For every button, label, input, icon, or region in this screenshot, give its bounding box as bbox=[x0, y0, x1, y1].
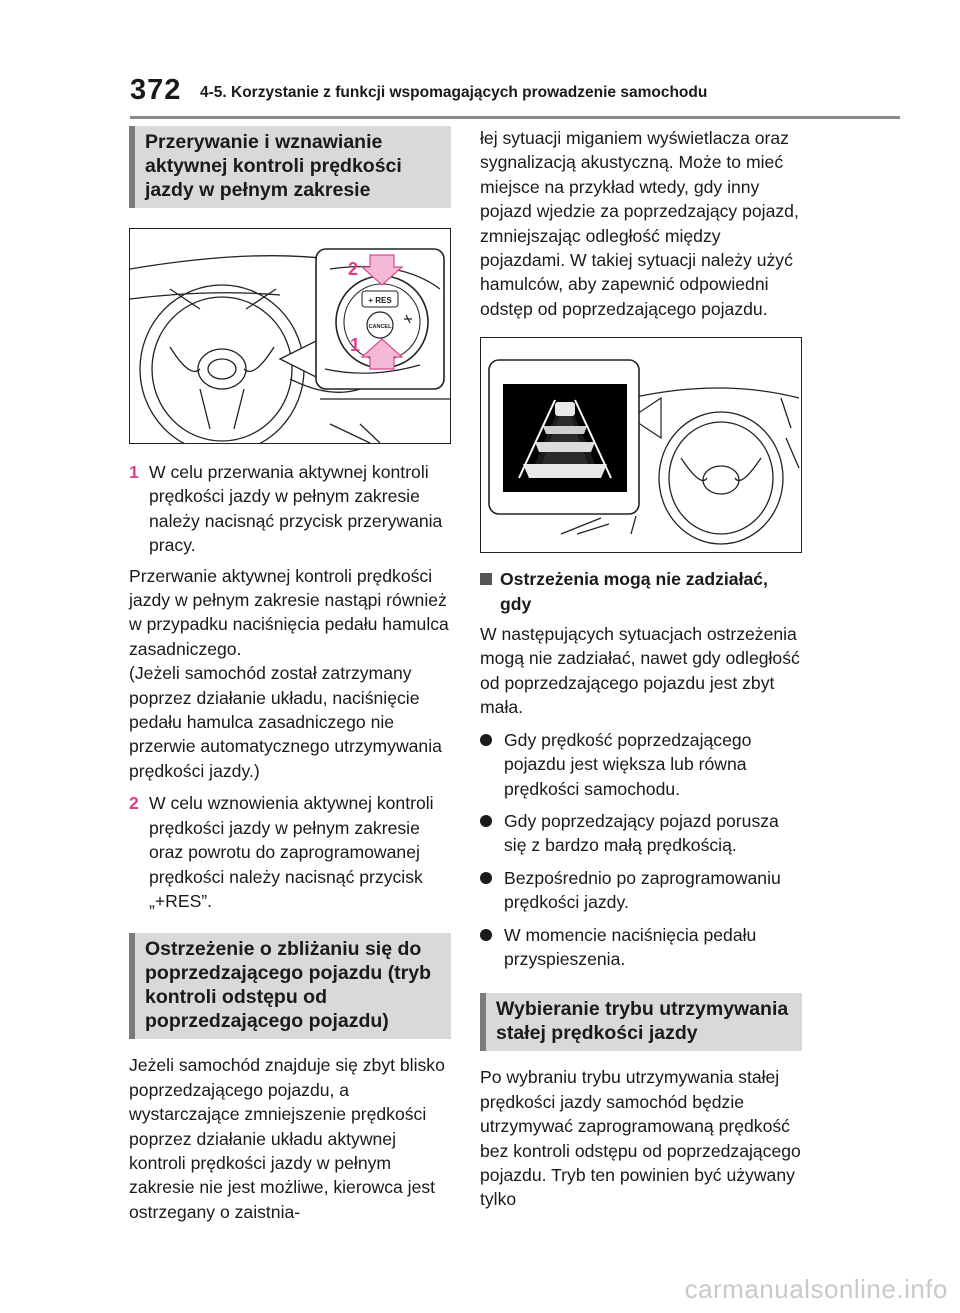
section-heading-interrupt: Przerywanie i wznawianie aktywnej kontroli prędkości jazdy w pełnym zakresie bbox=[129, 126, 451, 208]
bullet-dot-icon bbox=[480, 872, 492, 884]
step-1-text: W celu przerwania aktywnej kontroli prędkości jazdy w pełnym zakresie należy nacisnąć przycisk przerywania pracy. bbox=[149, 462, 443, 556]
header-rule bbox=[130, 116, 900, 119]
bullet-dot-icon bbox=[480, 815, 492, 827]
subheading-warnings-may-fail: Ostrzeżenia mogą nie zadziałać, gdy bbox=[480, 567, 802, 616]
dashboard-display-illustration bbox=[481, 338, 801, 552]
label-1: 1 bbox=[350, 335, 361, 355]
watermark: carmanualsonline.info bbox=[684, 1274, 948, 1304]
section-heading-proximity: Ostrzeżenie o zbliżaniu się do poprzedzającego pojazdu (tryb kontroli odstępu od poprzedzającego pojazdu) bbox=[129, 933, 451, 1039]
chapter-title: 4-5. Korzystanie z funkcji wspomagających prowadzenie samochodu bbox=[200, 84, 708, 101]
paragraph-stopped: (Jeżeli samochód został zatrzymany poprzez działanie układu, naciśnięcie pedału hamulca zasadniczego nie przerwie automatycznego utrzymywania prędkości jazdy.) bbox=[129, 663, 442, 781]
label-2: 2 bbox=[348, 259, 359, 279]
paragraph-warning-continued: łej sytuacji miganiem wyświetlacza oraz sygnalizacją akustyczną. Może to mieć miejsce na przykład wtedy, gdy inny pojazd wjedzie za poprzedzający pojazd, zmniejszając odległość między pojazdami. W takiej sytuacji należy użyć hamulców, aby zapewnić odpowiedni odstęp od poprzedzającego pojazdu. bbox=[480, 128, 799, 319]
step-2 bbox=[129, 791, 451, 913]
step-1 bbox=[129, 460, 451, 558]
step-1-number: 1 bbox=[129, 462, 139, 482]
bullet-item: Gdy prędkość poprzedzającego pojazdu jest większa lub równa prędkości samochodu. bbox=[480, 728, 802, 801]
bullet-dot-icon bbox=[480, 929, 492, 941]
bullet-item: Gdy poprzedzający pojazd porusza się z bardzo małą prędkością. bbox=[480, 809, 802, 858]
page-number: 372 bbox=[130, 74, 182, 106]
paragraph-constant-speed: Po wybraniu trybu utrzymywania stałej prędkości jazdy samochód będzie utrzymywać zaprogramowaną prędkość bez kontroli odstępu od poprzedzającego pojazdu. Tryb ten powinien być używany tylko bbox=[480, 1067, 801, 1210]
bullet-item: W momencie naciśnięcia pedału przyspieszenia. bbox=[480, 923, 802, 972]
section-heading-constant-speed: Wybieranie trybu utrzymywania stałej prędkości jazdy bbox=[480, 993, 802, 1051]
right-column bbox=[480, 126, 802, 1212]
paragraph-conditions: W następujących sytuacjach ostrzeżenia mogą nie zadziałać, nawet gdy odległość od poprzedzającego pojazdu jest zbyt mała. bbox=[480, 624, 800, 718]
step-2-text: W celu wznowienia aktywnej kontroli prędkości jazdy w pełnym zakresie oraz powrotu do zaprogramowanej prędkości należy nacisnąć przycisk „+RES”. bbox=[149, 793, 434, 911]
paragraph-brake: Przerwanie aktywnej kontroli prędkości jazdy w pełnym zakresie nastąpi również w przypadku naciśnięcia pedału hamulca zasadniczego. bbox=[129, 565, 449, 659]
bullet-dot-icon bbox=[480, 734, 492, 746]
step-2-number: 2 bbox=[129, 793, 139, 814]
paragraph-proximity: Jeżeli samochód znajduje się zbyt blisko poprzedzającego pojazdu, a wystarczające zmniejszenie prędkości poprzez działanie układu aktywnej kontroli prędkości jazdy w pełnym zakresie nie jest możliwe, kierowca jest ostrzegany o zaistnia- bbox=[129, 1055, 445, 1222]
left-column bbox=[129, 126, 451, 1224]
square-bullet-icon bbox=[480, 573, 492, 585]
cancel-button-label: CANCEL bbox=[368, 324, 392, 330]
figure-steering-buttons bbox=[129, 228, 451, 444]
res-button-label: + RES bbox=[368, 296, 392, 305]
figure-display-warning bbox=[480, 337, 802, 553]
bullet-item: Bezpośrednio po zaprogramowaniu prędkości jazdy. bbox=[480, 866, 802, 915]
steering-wheel-illustration bbox=[130, 229, 450, 443]
